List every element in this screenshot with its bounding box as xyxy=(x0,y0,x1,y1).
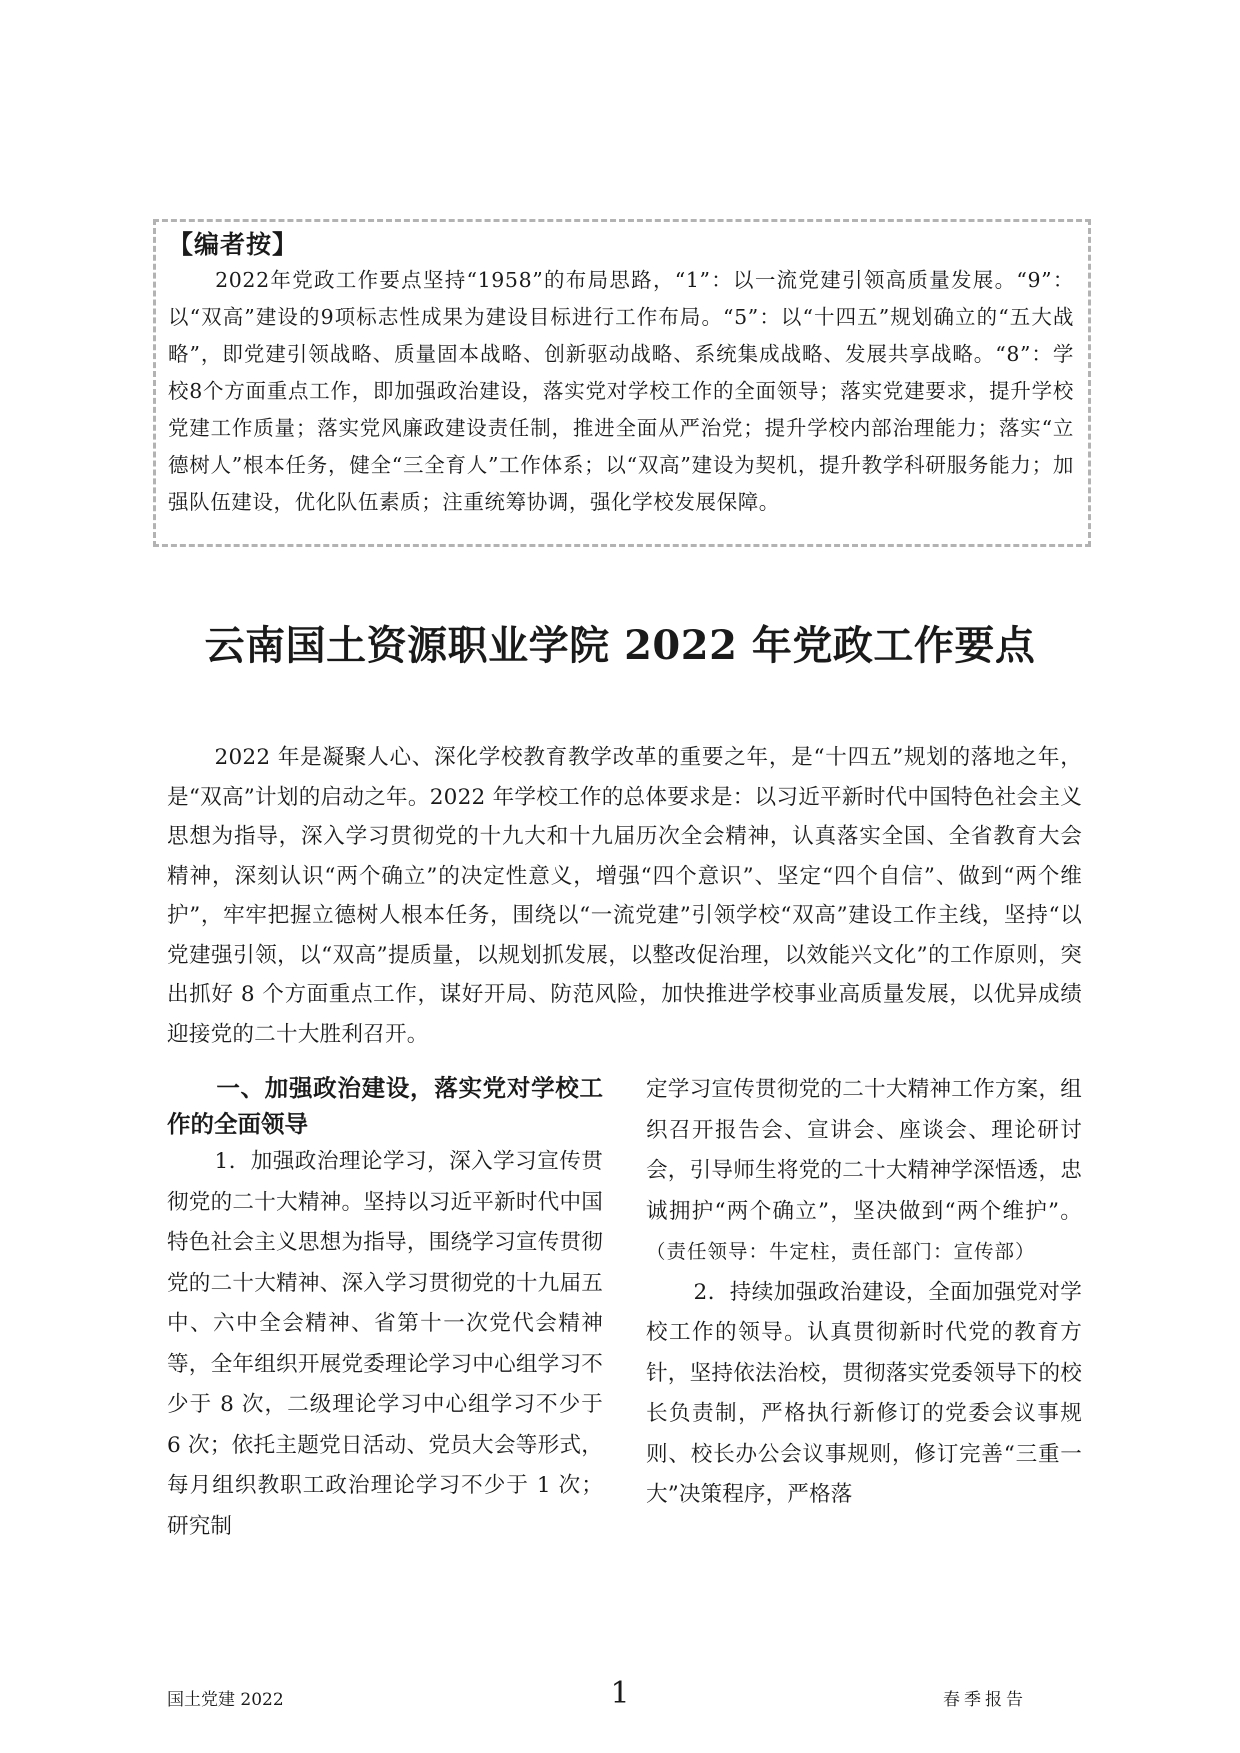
section-heading: 一、加强政治建设，落实党对学校工作的全面领导 xyxy=(167,1074,603,1138)
right-column xyxy=(646,1070,1082,1516)
item-1-continuation-text: 定学习宣传贯彻党的二十大精神工作方案，组织召开报告会、宣讲会、座谈会、理论研讨会，引导师生将党的二十大精神学深悟透，忠诚拥护“两个确立”，坚决做到“两个维护”。 xyxy=(646,1077,1082,1224)
editor-note-body: 2022年党政工作要点坚持“1958”的布局思路，“1”：以一流党建引领高质量发展。“9”：以“双高”建设的9项标志性成果为建设目标进行工作布局。“5”：以“十四五”规划确立的“五大战略”，即党建引领战略、质量固本战略、创新驱动战略、系统集成战略、发展共享战略。“8”：学校8个方面重点工作，即加强政治建设，落实党对学校工作的全面领导；落实党建要求，提升学校党建工作质量；落实党风廉政建设责任制，推进全面从严治党；提升学校内部治理能力；落实“立德树人”根本任务，健全“三全育人”工作体系；以“双高”建设为契机，提升教学科研服务能力；加强队伍建设，优化队伍素质；注重统筹协调，强化学校发展保障。 xyxy=(168,268,1074,514)
left-column xyxy=(167,1070,603,1547)
editor-note-box xyxy=(153,219,1091,547)
footer-issue: 春季报告 xyxy=(943,1690,1027,1710)
item-1-responsibility: （责任领导：牛定柱，责任部门：宣传部） xyxy=(646,1240,1036,1263)
item-1-paragraph: 1．加强政治理论学习，深入学习宣传贯彻党的二十大精神。坚持以习近平新时代中国特色社会主义思想为指导，围绕学习宣传贯彻党的二十大精神、深入学习贯彻党的十九届五中、六中全会精神、省第十一次党代会精神等，全年组织开展党委理论学习中心组学习不少于 8 次，二级理论学习中心组学习不少于 6 次；依托主题党日活动、党员大会等形式，每月组织教职工政治理论学习不少于 1 次；研究制 xyxy=(167,1149,603,1539)
item-1-continuation xyxy=(646,1070,1082,1273)
footer-publication: 国土党建 2022 xyxy=(167,1690,284,1710)
item-2-paragraph: 2．持续加强政治建设，全面加强党对学校工作的领导。认真贯彻新时代党的教育方针，坚持依法治校，贯彻落实党委领导下的校长负责制，严格执行新修订的党委会议事规则、校长办公会议事规则，修订完善“三重一大”决策程序，严格落 xyxy=(646,1279,1082,1507)
document-title: 云南国土资源职业学院 2022 年党政工作要点 xyxy=(204,622,1036,669)
intro-paragraph: 2022 年是凝聚人心、深化学校教育教学改革的重要之年，是“十四五”规划的落地之年，是“双高”计划的启动之年。2022 年学校工作的总体要求是：以习近平新时代中国特色社会主义思想为指导，深入学习贯彻党的十九大和十九届历次全会精神，认真落实全国、全省教育大会精神，深刻认识“两个确立”的决定性意义，增强“四个意识”、坚定“四个自信”、做到“两个维护”，牢牢把握立德树人根本任务，围绕以“一流党建”引领学校“双高”建设工作主线，坚持“以党建强引领，以“双高”提质量，以规划抓发展，以整改促治理，以效能兴文化”的工作原则，突出抓好 8 个方面重点工作，谋好开局、防范风险，加快推进学校事业高质量发展，以优异成绩迎接党的二十大胜利召开。 xyxy=(167,745,1082,1047)
page-number: 1 xyxy=(610,1676,630,1711)
editor-note-title: 【编者按】 xyxy=(168,230,299,259)
